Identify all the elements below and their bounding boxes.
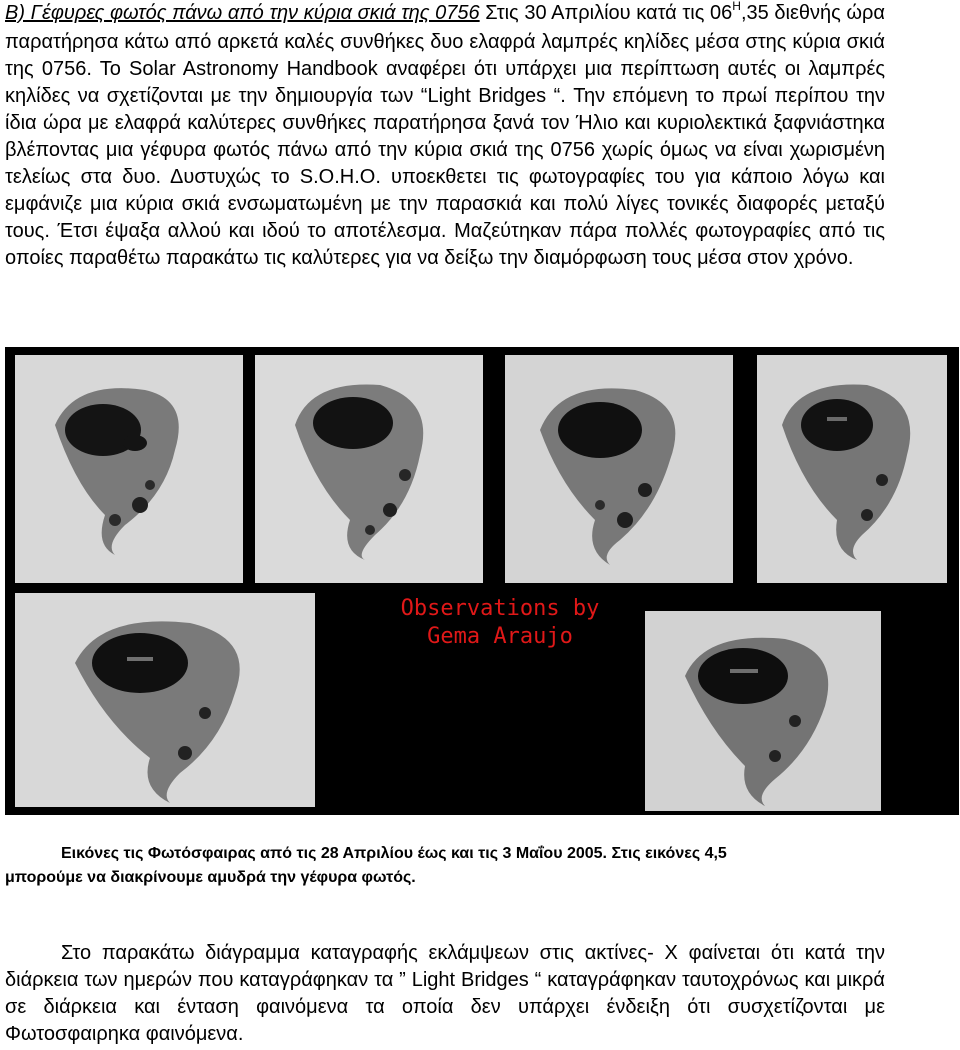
credit-line-1: Observations by	[400, 596, 600, 621]
sunspot-photo-4	[757, 355, 947, 583]
observer-credit	[365, 595, 635, 651]
closing-text: Στο παρακάτω διάγραμμα καταγραφής εκλάμψεων στις ακτίνες- Χ φαίνεται ότι κατά την διάρκεια των ημερών που καταγράφηκαν τα ” Light Bridges “ καταγράφηκαν ταυτοχρόνως και μικρά σε διάρκεια και ένταση φαινόμενα τα οποία δεν υπάρχει ένδειξη ότι συσχετίζονται με Φωτοσφαιρηκα φαινόμενα.	[5, 942, 885, 1045]
hour-superscript: Η	[732, 0, 741, 13]
intro-text-b: ,35 διεθνής ώρα παρατήρησα κάτω από αρκετά καλές συνθήκες δυο ελαφρά λαμπρές κηλίδες μέσα στης κύρια σκιά της 0756. Το Solar Astronomy Handbook αναφέρει ότι υπάρχει μια περίπτωση αυτές οι λαμπρές κηλίδες να σχετίζονται με την δημιουργία των “Light Bridges “. Την επόμενη το πρωί περίπου την ίδια ώρα με ελαφρά καλύτερες συνθήκες παρατήρησα ξανά τον Ήλιο και κυριολεκτικά ξαφνιάστηκα βλέποντας μια γέφυρα φωτός πάνω από την κύρια σκιά της 0756 χωρίς όμως να είναι χωρισμένη τελείως στα δυο. Δυστυχώς το S.O.H.O. υποεκθετει τις φωτογραφίες του για κάποιο λόγω και εμφάνιζε μια κύρια σκιά ενσωματωμένη με την παρασκιά και πολύ λίγες τονικές διαφορές μεταξύ τους. Έτσι έψαξα αλλού και ιδού το αποτέλεσμα. Μαζεύτηκαν πάρα πολλές φωτογραφίες από τις οποίες παραθέτω παρακάτω τις καλύτερες για να δείξω την διαμόρφωση τους μέσα στον χρόνο.	[5, 2, 885, 269]
intro-text-a: Στις 30 Απριλίου κατά τις 06	[479, 2, 733, 24]
caption-line-2: μπορούμε να διακρίνουμε αμυδρά την γέφυρα φωτός.	[5, 869, 416, 886]
caption-line-1: Εικόνες τις Φωτόσφαιρας από τις 28 Απριλίου έως και τις 3 Μαΐου 2005. Στις εικόνες 4,5	[61, 845, 727, 862]
sunspot-photo-3	[505, 355, 733, 583]
section-heading: B) Γέφυρες φωτός πάνω από την κύρια σκιά της 0756	[5, 2, 480, 24]
closing-paragraph	[5, 940, 885, 1048]
sunspot-photo-1	[15, 355, 243, 583]
sunspot-figure	[5, 347, 959, 815]
sunspot-photo-2	[255, 355, 483, 583]
intro-paragraph	[5, 0, 885, 272]
figure-caption	[5, 842, 885, 890]
sunspot-photo-6	[645, 611, 881, 811]
credit-line-2: Gema Araujo	[427, 624, 573, 649]
sunspot-photo-5	[15, 593, 315, 807]
